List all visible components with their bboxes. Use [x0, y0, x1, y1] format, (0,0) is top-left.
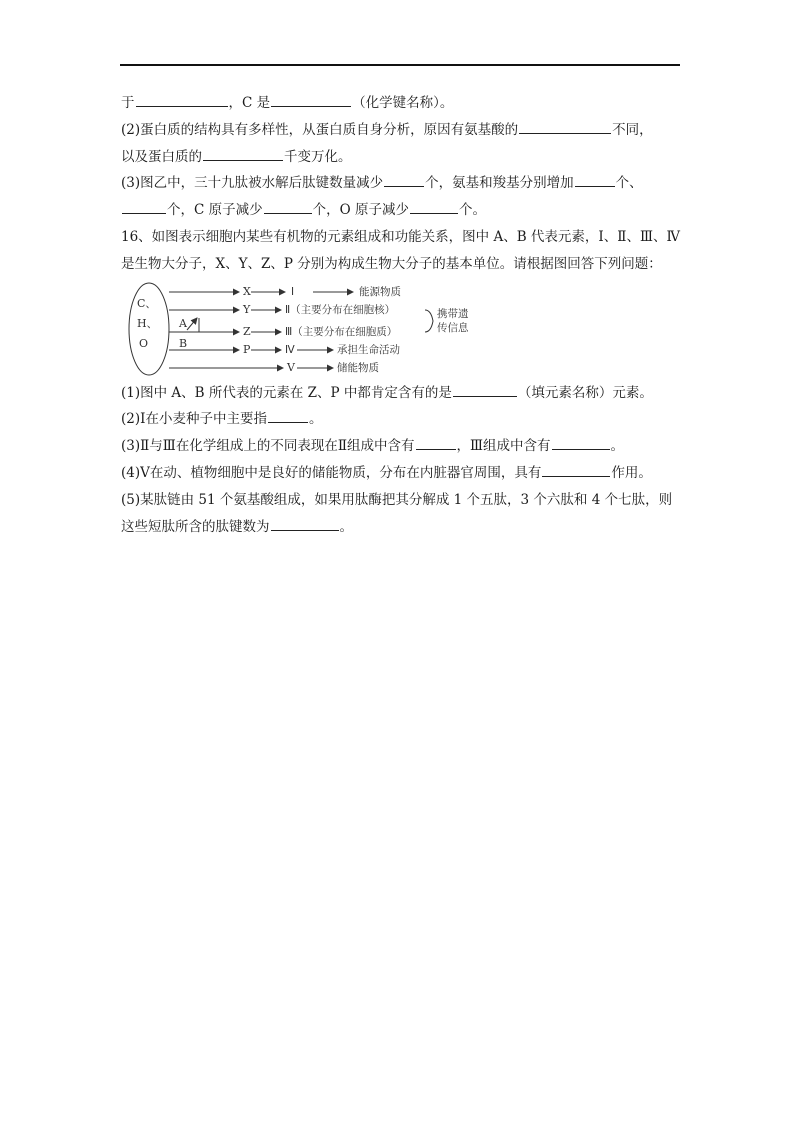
sub-question-4: [121, 460, 681, 487]
text: (1)图中 A、B 所代表的元素在 Z、P 中都肯定含有的是: [121, 384, 452, 401]
text: (3)Ⅱ与Ⅲ在化学组成上的不同表现在Ⅱ组成中含有: [121, 438, 415, 455]
line-c-bond: [121, 90, 681, 117]
text: （化学键名称）。: [352, 95, 454, 111]
macro-iii: Ⅲ（主要分布在细胞质）: [285, 325, 398, 338]
sub-question-2: [121, 406, 681, 433]
question-16-stem: 16、如图表示细胞内某些有机物的元素组成和功能关系，图中 A、B 代表元素，Ⅰ、Ⅱ、Ⅲ、Ⅳ是生物大分子，X、Y、Z、P 分别为构成生物大分子的基本单位。请根据图回答下列问题：: [121, 228, 680, 272]
answer-blank[interactable]: [575, 172, 615, 187]
organic-compound-diagram: [127, 280, 487, 378]
question-3-line-1: [121, 170, 681, 197]
unit-y: Y: [243, 302, 251, 316]
answer-blank[interactable]: [416, 435, 456, 450]
document-body: [121, 90, 681, 540]
sub-question-5-line-1: [121, 487, 681, 514]
text: ，C 是: [228, 95, 271, 111]
text: 以及蛋白质的: [121, 148, 202, 165]
element-o: O: [139, 336, 149, 350]
text: 个，O 原子减少: [312, 202, 409, 219]
text: 作用。: [611, 464, 652, 481]
answer-blank[interactable]: [203, 146, 283, 161]
text: 这些短肽所含的肽键数为: [121, 518, 270, 535]
text: 个、: [615, 175, 643, 192]
element-c: C、: [137, 296, 157, 310]
text: 于: [121, 95, 135, 111]
sub-question-3: [121, 433, 681, 460]
answer-blank[interactable]: [384, 172, 424, 187]
answer-blank[interactable]: [519, 119, 611, 134]
function-life-activity: 承担生命活动: [337, 343, 400, 356]
macro-iv: Ⅳ: [285, 343, 295, 356]
text: (4)Ⅴ在动、植物细胞中是良好的储能物质，分布在内脏器官周围，具有: [121, 464, 542, 481]
answer-blank[interactable]: [542, 462, 610, 477]
unit-z: Z: [243, 324, 251, 338]
macro-ii: Ⅱ（主要分布在细胞核）: [285, 303, 396, 316]
text: 。: [308, 411, 323, 428]
sub-question-5-line-2: [121, 514, 681, 541]
answer-blank[interactable]: [271, 92, 351, 107]
answer-blank[interactable]: [122, 199, 166, 214]
function-info-1: 携带遗: [437, 307, 469, 320]
unit-p: P: [243, 342, 251, 356]
answer-blank[interactable]: [552, 435, 610, 450]
text: 千变万化。: [284, 148, 352, 165]
macro-i: Ⅰ: [291, 285, 295, 298]
text: (2)蛋白质的结构具有多样性，从蛋白质自身分析，原因有氨基酸的: [121, 121, 519, 138]
label-a: A: [179, 316, 187, 330]
label-b: B: [179, 336, 188, 350]
text: ，Ⅲ组成中含有: [456, 438, 551, 455]
text: （填元素名称）元素。: [517, 384, 653, 401]
question-3-line-2: [121, 197, 681, 224]
text: 个。: [458, 202, 486, 219]
text: (2)Ⅰ在小麦种子中主要指: [121, 411, 267, 428]
text: 。: [610, 438, 625, 455]
function-info-2: 传信息: [437, 321, 469, 334]
text: 。: [339, 518, 353, 535]
answer-blank[interactable]: [136, 92, 228, 107]
unit-v: V: [287, 360, 295, 374]
element-h: H、: [137, 316, 158, 330]
text: 个，C 原子减少: [167, 202, 263, 219]
text: (5)某肽链由 51 个氨基酸组成，如果用肽酶把其分解成 1 个五肽，3 个六肽和 4 个七肽，则: [121, 491, 673, 508]
text: 个，氨基和羧基分别增加: [425, 175, 574, 192]
answer-blank[interactable]: [264, 199, 312, 214]
function-energy: 能源物质: [359, 285, 401, 298]
text: 不同，: [612, 121, 653, 138]
unit-x: X: [243, 284, 251, 298]
answer-blank[interactable]: [410, 199, 458, 214]
text: (3)图乙中，三十九肽被水解后肽键数量减少: [121, 175, 384, 192]
question-2-line-1: [121, 117, 681, 144]
answer-blank[interactable]: [453, 382, 517, 397]
question-2-line-2: [121, 144, 681, 171]
answer-blank[interactable]: [271, 516, 339, 531]
header-rule: [120, 64, 680, 66]
function-storage: 储能物质: [337, 361, 379, 374]
sub-question-1: [121, 380, 681, 407]
answer-blank[interactable]: [268, 408, 308, 423]
